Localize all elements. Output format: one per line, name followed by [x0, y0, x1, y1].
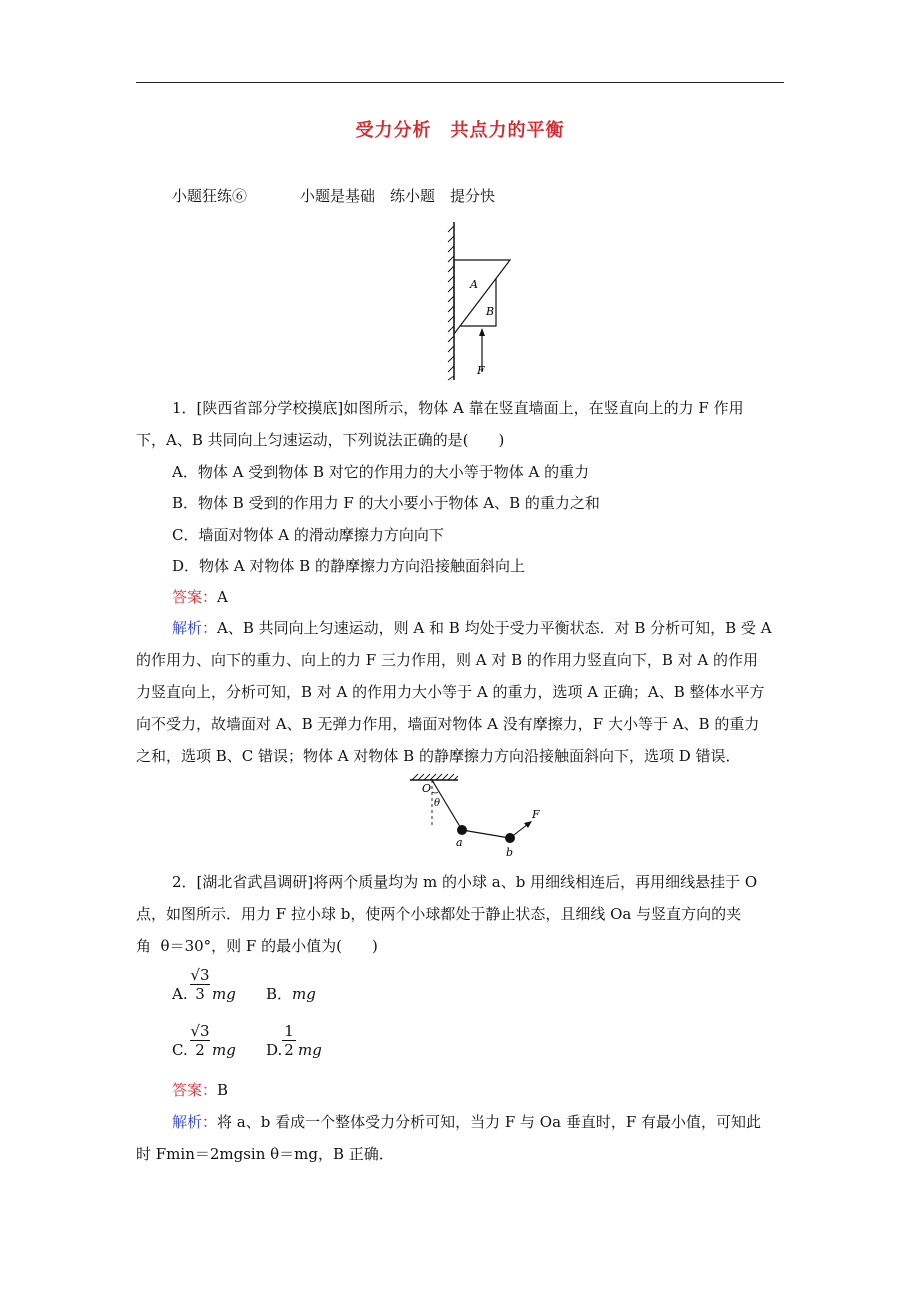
q1-analysis-line5: 之和，选项 B、C 错误；物体 A 对物体 B 的静摩擦力方向沿接触面斜向下，选项 D 错误．: [136, 747, 741, 765]
q2-answer-value: B: [217, 1081, 229, 1099]
q2-stem-line3: 角 θ＝30°，则 F 的最小值为( ): [136, 937, 378, 955]
figure-1-wall-blocks: [440, 222, 520, 382]
q1-option-d: D．物体 A 对物体 B 的静摩擦力方向沿接触面斜向上: [172, 557, 525, 575]
figure-2-hanging-balls: [400, 770, 560, 860]
q2-option-c-fraction: [190, 1022, 210, 1059]
label-f: F: [477, 364, 485, 377]
q2-analysis-label: 解析：: [172, 1113, 218, 1131]
q2-answer-label: 答案：: [172, 1081, 218, 1099]
q2-stem-line1: 2．[湖北省武昌调研]将两个质量均为 m 的小球 a、b 用细线相连后，再用细线悬挂于 O: [172, 873, 758, 891]
block-a-triangle: [454, 260, 510, 334]
q1-answer-label: 答案：: [172, 588, 218, 606]
ball-a: [457, 825, 467, 835]
q2-analysis-line2: 时 Fmin＝2mgsin θ＝mg，B 正确．: [136, 1145, 394, 1163]
label-o: O: [422, 782, 432, 795]
q2-option-d-fraction: [282, 1022, 296, 1059]
force-f-arrowhead: [479, 328, 485, 336]
q1-answer: [172, 587, 228, 607]
q1-analysis-line3: 力竖直向上，分析可知，B 对 A 的作用力大小等于 A 的重力，选项 A 正确；A、B 整体水平方: [136, 683, 765, 701]
q2-option-d-suffix: mg: [298, 1041, 322, 1059]
label-b: B: [486, 305, 495, 318]
q2-option-a-den: 3: [195, 985, 205, 1003]
q2-option-a-num: √3: [190, 966, 210, 984]
q2-option-d-den: 2: [284, 1041, 294, 1059]
q1-option-c: C．墙面对物体 A 的滑动摩擦力方向向下: [172, 526, 444, 544]
q2-option-a-fraction: [190, 966, 210, 1003]
q2-option-b-letter: B．: [266, 985, 293, 1003]
q2-option-c-letter: C.: [172, 1041, 188, 1059]
q2-option-b-suffix: mg: [292, 985, 316, 1003]
page-title: 受力分析 共点力的平衡: [355, 120, 565, 141]
header-rule: [136, 82, 784, 83]
label-b: b: [506, 846, 514, 859]
q1-analysis-line2: 的作用力、向下的重力、向上的力 F 三力作用，则 A 对 B 的作用力竖直向下，B 对 A 的作用: [136, 651, 759, 669]
q1-analysis-line4: 向不受力，故墙面对 A、B 无弹力作用，墙面对物体 A 没有摩擦力，F 大小等于 A、B 的重力: [136, 715, 760, 733]
q1-answer-value: A: [217, 588, 228, 606]
q2-option-c-den: 2: [195, 1041, 205, 1059]
q2-stem-line2: 点，如图所示．用力 F 拉小球 b，使两个小球都处于静止状态，且细线 Oa 与竖直方向的夹: [136, 905, 742, 923]
section-label: 小题狂练⑥: [172, 187, 248, 205]
q2-option-d-num: 1: [284, 1022, 294, 1040]
q1-analysis-text: A、B 共同向上匀速运动，则 A 和 B 均处于受力平衡状态．对 B 分析可知，B 受 A: [217, 619, 772, 637]
q1-analysis-label: 解析：: [172, 619, 218, 637]
q1-stem-line1: 1．[陕西省部分学校摸底]如图所示，物体 A 靠在竖直墙面上，在竖直向上的力 F 作用: [172, 399, 744, 417]
label-a: a: [456, 836, 463, 849]
q2-option-c-suffix: mg: [212, 1041, 236, 1059]
q1-stem-line2: 下，A、B 共同向上匀速运动，下列说法正确的是( ): [136, 431, 505, 449]
q2-answer: [172, 1080, 228, 1100]
q2-analysis-line1: [172, 1112, 761, 1132]
label-a: A: [470, 278, 478, 291]
q2-option-a-letter: A.: [172, 985, 188, 1003]
q2-option-c-num: √3: [190, 1022, 210, 1040]
section-slogan: 小题是基础 练小题 提分快: [300, 187, 496, 205]
force-f-arrowhead: [524, 821, 532, 828]
q2-analysis-text: 将 a、b 看成一个整体受力分析可知，当力 F 与 Oa 垂直时，F 有最小值，可知此: [217, 1113, 761, 1131]
q1-option-b: B．物体 B 受到的作用力 F 的大小要小于物体 A、B 的重力之和: [172, 494, 600, 512]
label-theta: θ: [434, 798, 441, 809]
q1-option-a: A．物体 A 受到物体 B 对它的作用力的大小等于物体 A 的重力: [172, 463, 590, 481]
q2-option-d-letter: D.: [266, 1041, 283, 1059]
label-f: F: [532, 808, 540, 821]
q2-option-a-suffix: mg: [212, 985, 236, 1003]
q1-analysis-line1: [172, 618, 772, 638]
